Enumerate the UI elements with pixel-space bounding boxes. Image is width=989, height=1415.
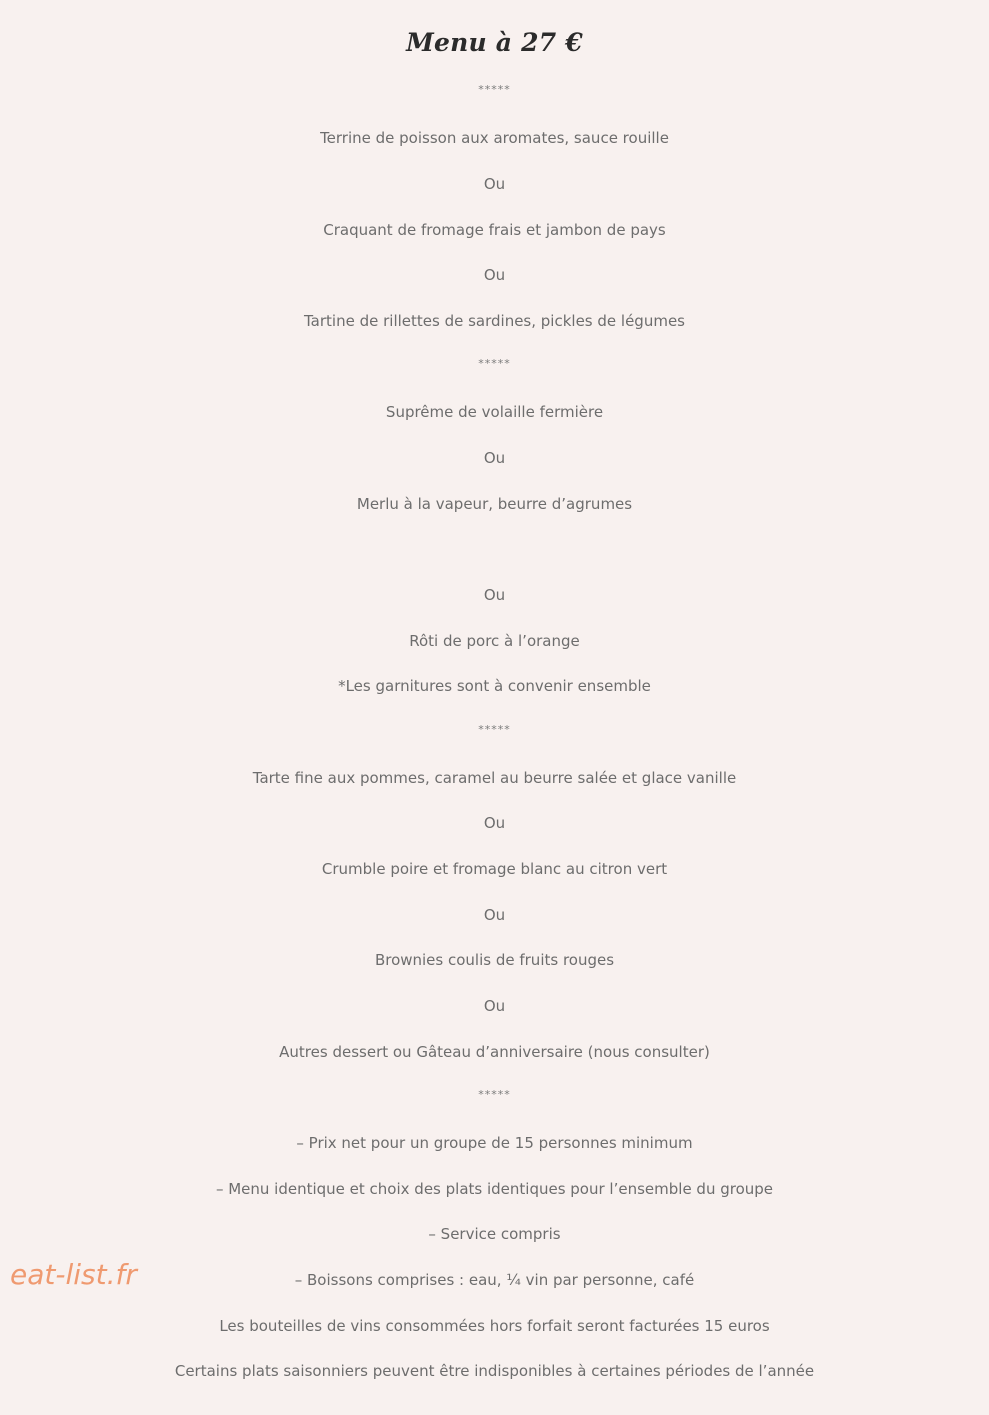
or-label: Ou xyxy=(483,175,506,193)
or-label: Ou xyxy=(483,997,506,1015)
dessert-4: Autres dessert ou Gâteau d’anniversaire (nous consulter) xyxy=(279,1043,710,1061)
plat-1: Suprême de volaille fermière xyxy=(385,403,604,421)
watermark: eat-list.fr xyxy=(10,1258,137,1291)
entree-3: Tartine de rillettes de sardines, pickles de légumes xyxy=(304,312,685,330)
condition-wine-bottles: Les bouteilles de vins consommées hors forfait seront facturées 15 euros xyxy=(219,1317,770,1335)
condition-drinks: – Boissons comprises : eau, ¼ vin par personne, café xyxy=(294,1271,695,1289)
or-label: Ou xyxy=(483,586,506,604)
entree-2: Craquant de fromage frais et jambon de pays xyxy=(323,221,666,239)
separator: ***** xyxy=(478,1088,511,1101)
or-label: Ou xyxy=(483,266,506,284)
plat-3: Rôti de porc à l’orange xyxy=(409,632,580,650)
dessert-2: Crumble poire et fromage blanc au citron vert xyxy=(321,860,668,878)
separator: ***** xyxy=(478,83,511,96)
dessert-3: Brownies coulis de fruits rouges xyxy=(374,951,615,969)
or-label: Ou xyxy=(483,814,506,832)
menu-title: Menu à 27 € xyxy=(406,28,583,57)
or-label: Ou xyxy=(483,449,506,467)
condition-same-menu: – Menu identique et choix des plats identiques pour l’ensemble du groupe xyxy=(215,1180,774,1198)
condition-seasonal: Certains plats saisonniers peuvent être indisponibles à certaines périodes de l’année xyxy=(174,1362,815,1380)
condition-service: – Service compris xyxy=(428,1225,561,1243)
separator: ***** xyxy=(478,723,511,736)
entree-1: Terrine de poisson aux aromates, sauce rouille xyxy=(320,129,669,147)
condition-group-size: – Prix net pour un groupe de 15 personnes minimum xyxy=(296,1134,693,1152)
garnish-note: *Les garnitures sont à convenir ensemble xyxy=(338,677,651,695)
separator: ***** xyxy=(478,357,511,370)
or-label: Ou xyxy=(483,906,506,924)
dessert-1: Tarte fine aux pommes, caramel au beurre salée et glace vanille xyxy=(252,769,737,787)
plat-2: Merlu à la vapeur, beurre d’agrumes xyxy=(356,495,633,513)
